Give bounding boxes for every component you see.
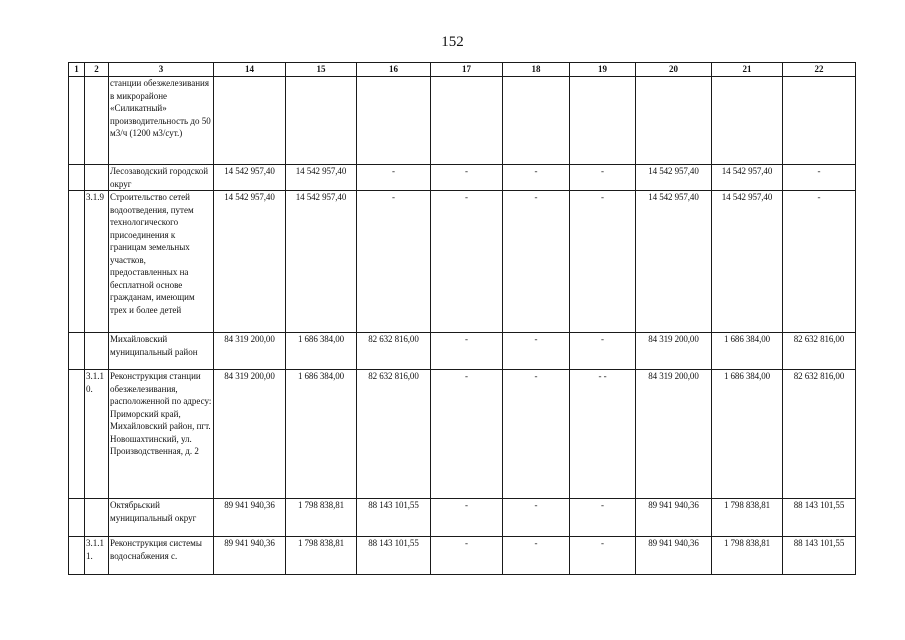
row-index-cell: [69, 499, 85, 537]
value-cell: 89 941 940,36: [214, 499, 286, 537]
column-header: 3: [109, 63, 214, 77]
value-cell: 88 143 101,55: [783, 537, 856, 575]
value-cell: 14 542 957,40: [636, 165, 712, 191]
value-cell: 1 798 838,81: [712, 499, 783, 537]
column-header: 1: [69, 63, 85, 77]
value-cell: -: [431, 165, 503, 191]
value-cell: 14 542 957,40: [636, 191, 712, 333]
value-cell: 14 542 957,40: [286, 165, 357, 191]
value-cell: -: [570, 191, 636, 333]
value-cell: [214, 77, 286, 165]
row-code-cell: [85, 499, 109, 537]
column-header: 2: [85, 63, 109, 77]
value-cell: 89 941 940,36: [636, 499, 712, 537]
column-header: 18: [503, 63, 570, 77]
value-cell: [570, 77, 636, 165]
value-cell: 84 319 200,00: [214, 370, 286, 499]
value-cell: [357, 77, 431, 165]
value-cell: -: [357, 165, 431, 191]
value-cell: -: [570, 165, 636, 191]
column-header: 16: [357, 63, 431, 77]
row-name-cell: Строительство сетей водоотведения, путем технологического присоединения к границам земельных участков, предоставленных на бесплатной основе гражданам, имеющим трех и более детей: [109, 191, 214, 333]
value-cell: -: [503, 370, 570, 499]
value-cell: 1 798 838,81: [712, 537, 783, 575]
value-cell: 84 319 200,00: [636, 370, 712, 499]
table-body: [69, 77, 856, 575]
value-cell: 89 941 940,36: [214, 537, 286, 575]
value-cell: -: [503, 499, 570, 537]
row-name-cell: Реконструкция системы водоснабжения с.: [109, 537, 214, 575]
value-cell: 14 542 957,40: [712, 191, 783, 333]
value-cell: 1 686 384,00: [712, 370, 783, 499]
budget-table: [68, 62, 856, 575]
value-cell: 82 632 816,00: [783, 370, 856, 499]
value-cell: 1 686 384,00: [712, 333, 783, 370]
column-header: 15: [286, 63, 357, 77]
table-row: [69, 333, 856, 370]
table-row: [69, 370, 856, 499]
value-cell: [636, 77, 712, 165]
column-header: 21: [712, 63, 783, 77]
value-cell: -: [570, 499, 636, 537]
row-code-cell: [85, 333, 109, 370]
value-cell: -: [357, 191, 431, 333]
value-cell: -: [503, 191, 570, 333]
value-cell: [286, 77, 357, 165]
value-cell: 84 319 200,00: [214, 333, 286, 370]
column-header: 20: [636, 63, 712, 77]
value-cell: 82 632 816,00: [783, 333, 856, 370]
value-cell: [783, 77, 856, 165]
row-index-cell: [69, 165, 85, 191]
value-cell: 89 941 940,36: [636, 537, 712, 575]
value-cell: 14 542 957,40: [214, 191, 286, 333]
row-code-cell: 3.1.10.: [85, 370, 109, 499]
value-cell: 84 319 200,00: [636, 333, 712, 370]
column-header: 17: [431, 63, 503, 77]
value-cell: -: [783, 165, 856, 191]
row-index-cell: [69, 370, 85, 499]
row-code-cell: 3.1.11.: [85, 537, 109, 575]
table-row: [69, 191, 856, 333]
value-cell: -: [431, 499, 503, 537]
row-name-cell: Михайловский муниципальный район: [109, 333, 214, 370]
column-header: 14: [214, 63, 286, 77]
page-number: 152: [441, 34, 464, 50]
table-row: [69, 77, 856, 165]
row-name-cell: станции обезжелезивания в микрорайоне «Силикатный» производительность до 50 м3/ч (1200 м3/сут.): [109, 77, 214, 165]
value-cell: -: [431, 370, 503, 499]
table-row: [69, 165, 856, 191]
value-cell: 14 542 957,40: [214, 165, 286, 191]
column-header: 22: [783, 63, 856, 77]
table-row: [69, 499, 856, 537]
value-cell: 1 686 384,00: [286, 333, 357, 370]
row-index-cell: [69, 333, 85, 370]
row-index-cell: [69, 77, 85, 165]
column-header: 19: [570, 63, 636, 77]
value-cell: -: [570, 333, 636, 370]
value-cell: 82 632 816,00: [357, 333, 431, 370]
value-cell: -: [431, 537, 503, 575]
value-cell: -: [570, 537, 636, 575]
value-cell: 14 542 957,40: [712, 165, 783, 191]
value-cell: 1 798 838,81: [286, 499, 357, 537]
row-code-cell: [85, 77, 109, 165]
value-cell: -: [503, 537, 570, 575]
value-cell: 1 798 838,81: [286, 537, 357, 575]
value-cell: -: [503, 333, 570, 370]
value-cell: -: [503, 165, 570, 191]
value-cell: [503, 77, 570, 165]
value-cell: [431, 77, 503, 165]
value-cell: -: [431, 333, 503, 370]
value-cell: 88 143 101,55: [357, 537, 431, 575]
value-cell: 1 686 384,00: [286, 370, 357, 499]
row-index-cell: [69, 191, 85, 333]
value-cell: 88 143 101,55: [357, 499, 431, 537]
row-name-cell: Октябрьский муниципальный округ: [109, 499, 214, 537]
row-code-cell: 3.1.9: [85, 191, 109, 333]
value-cell: - -: [570, 370, 636, 499]
value-cell: 88 143 101,55: [783, 499, 856, 537]
value-cell: -: [783, 191, 856, 333]
row-name-cell: Реконструкция станции обезжелезивания, расположенной по адресу: Приморский край, Михайловский район, пгт. Новошахтинский, ул. Производственная, д. 2: [109, 370, 214, 499]
row-name-cell: Лесозаводский городской округ: [109, 165, 214, 191]
row-code-cell: [85, 165, 109, 191]
value-cell: [712, 77, 783, 165]
header-row: [69, 63, 856, 77]
value-cell: -: [431, 191, 503, 333]
value-cell: 82 632 816,00: [357, 370, 431, 499]
value-cell: 14 542 957,40: [286, 191, 357, 333]
table-row: [69, 537, 856, 575]
row-index-cell: [69, 537, 85, 575]
